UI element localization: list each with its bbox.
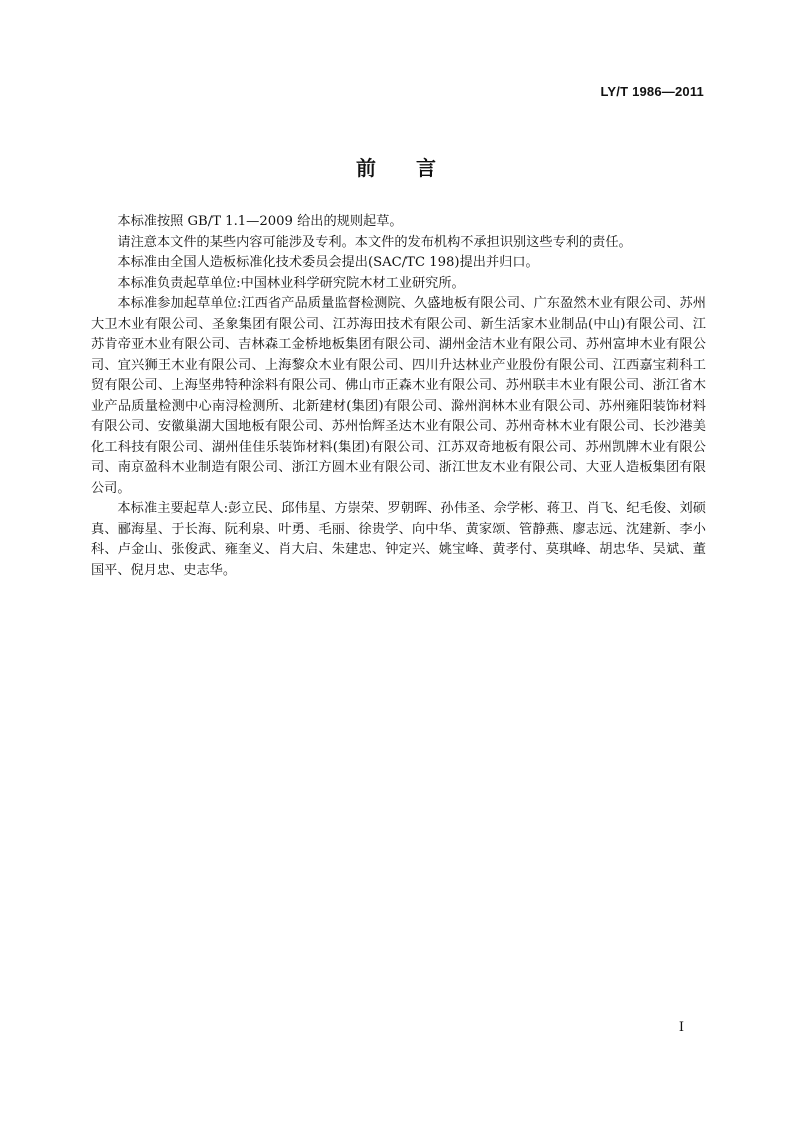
paragraph-patent-notice: 请注意本文件的某些内容可能涉及专利。本文件的发布机构不承担识别这些专利的责任。: [117, 234, 632, 250]
paragraph-participating-units: 本标准参加起草单位:江西省产品质量监督检测院、久盛地板有限公司、广东盈然木业有限公司、苏州大卫木业有限公司、圣象集团有限公司、江苏海田技术有限公司、新生活家木业制品(中山)有限公司、江苏肯帝亚木业有限公司、吉林森工金桥地板集团有限公司、湖州金洁木业有限公司、苏州富坤木业有限公司、宜兴狮王木业有限公司、上海黎众木业有限公司、四川升达林业产业股份有限公司、江西嘉宝莉科工贸有限公司、上海坚弗特种涂料有限公司、佛山市正森木业有限公司、苏州联丰木业有限公司、浙江省木业产品质量检测中心南浔检测所、北新建材(集团)有限公司、滁州润林木业有限公司、苏州雍阳装饰材料有限公司、安徽巢湖大国地板有限公司、苏州怡辉圣达木业有限公司、苏州奇林木业有限公司、长沙港美化工科技有限公司、湖州佳佳乐装饰材料(集团)有限公司、江苏双奇地板有限公司、苏州凯牌木业有限公司、南京盈科木业制造有限公司、浙江方圆木业有限公司、浙江世友木业有限公司、大亚人造板集团有限公司。: [91, 296, 706, 496]
title-char-1: 前: [356, 156, 378, 180]
page-title: [0, 152, 794, 181]
paragraph-responsible-drafter: 本标准负责起草单位:中国林业科学研究院木材工业研究所。: [117, 275, 465, 291]
page-number: I: [678, 1020, 684, 1035]
paragraph-drafting-rules: 本标准按照 GB/T 1.1—2009 给出的规则起草。: [117, 214, 403, 229]
foreword-body: [91, 212, 706, 581]
title-char-2: 言: [416, 156, 438, 180]
paragraph-proposer: 本标准由全国人造板标准化技术委员会提出(SAC/TC 198)提出并归口。: [117, 255, 539, 270]
standard-code: LY/T 1986—2011: [600, 84, 704, 99]
paragraph-main-drafters: 本标准主要起草人:彭立民、邱伟星、方崇荣、罗朝晖、孙伟圣、佘学彬、蒋卫、肖飞、纪毛俊、刘硕真、郦海星、于长海、阮利泉、叶勇、毛丽、徐贵学、向中华、黄家颂、管静燕、廖志远、沈建新、李小科、卢金山、张俊武、雍奎义、肖大启、朱建忠、钟定兴、姚宝峰、黄孝付、莫琪峰、胡忠华、吴斌、董国平、倪月忠、史志华。: [91, 501, 706, 578]
